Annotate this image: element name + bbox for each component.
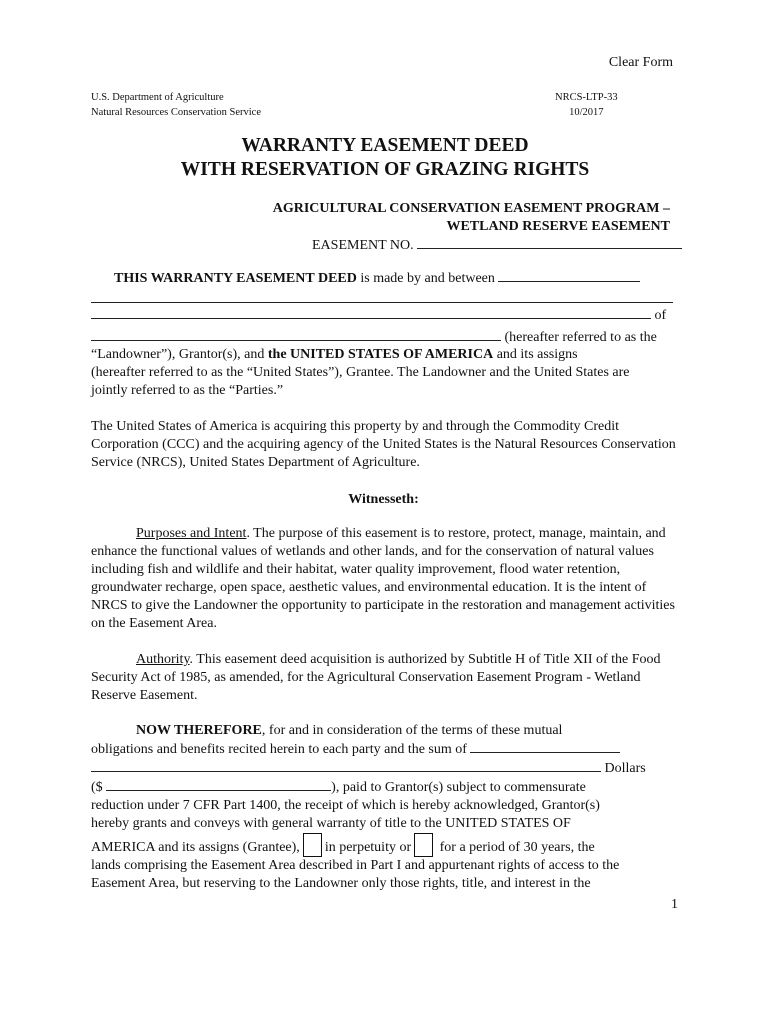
party-line-2[interactable] (91, 302, 673, 303)
document-title: WARRANTY EASEMENT DEED WITH RESERVATION OF GRAZING RIGHTS (180, 135, 590, 180)
form-id: NRCS-LTP-33 (555, 92, 618, 103)
authority-paragraph: Authority. This easement deed acquisition is authorized by Subtitle H of Title XII of the Food Security Act of 1985, as amended, for the Agricultural Conservation Easement Program - Wetland Reserve Easement. (91, 652, 661, 703)
easement-number-label: EASEMENT NO. (312, 238, 414, 253)
form-id-header (555, 90, 618, 120)
purposes-paragraph: Purposes and Intent. The purpose of this easement is to restore, protect, manage, maintain, and enhance the functional values of wetlands and other lands, and for the conservation of natural values including fish and wildlife and their habitat, water quality improvement, flood water retention, groundwater recharge, open space, aesthetic values, and environmental education. It is the intent of NRCS to give the Landowner the opportunity to participate in the restoration and management activities on the Easement Area. (91, 526, 675, 631)
form-date: 10/2017 (569, 107, 604, 118)
now-therefore-paragraph: NOW THEREFORE, for and in consideration of the terms of these mutual obligations and benefits recited herein to each party and the sum of Dollars ($ ), paid to Grantor(s) subject to commensurate reduction under 7 CFR Part 1400, the receipt of which is hereby acknowledged, Grantor(s) hereby grants and conveys with general warranty of title to the UNITED STATES OF AMERICA and its assigns (Grantee), in perpetuity or for a period of 30 years, the lands comprising the Easement Area described in Part I and appurtenant rights of access to the Easement Area, but reserving to the Landowner only those rights, title, and interest in the (91, 723, 646, 891)
agency-name: U.S. Department of Agriculture (91, 92, 224, 103)
easement-number-row (312, 236, 682, 254)
clear-form-button[interactable]: Clear Form (608, 55, 673, 70)
page-number: 1 (671, 897, 678, 912)
deed-intro-rest: “Landowner”), Grantor(s), and the UNITED STATES OF AMERICA and its assigns (hereafter referred to as the “United States”), Grantee. The Landowner and the United States are jointly referred to as the “Parties.” (91, 347, 630, 398)
service-name: Natural Resources Conservation Service (91, 107, 261, 118)
sum-words-field-2[interactable] (91, 759, 601, 772)
agency-header (91, 90, 261, 120)
authority-heading: Authority (136, 652, 190, 667)
sum-amount-field[interactable] (106, 778, 331, 791)
easement-number-field[interactable] (417, 236, 682, 249)
party-line-4[interactable] (91, 328, 501, 341)
party-line-3[interactable] (91, 306, 651, 319)
sum-words-field[interactable] (470, 740, 620, 753)
purposes-heading: Purposes and Intent (136, 526, 247, 541)
perpetuity-checkbox[interactable] (303, 833, 322, 857)
witnesseth-heading: Witnesseth: (348, 492, 419, 507)
acquiring-paragraph: The United States of America is acquiring this property by and through the Commodity Credit Corporation (CCC) and the acquiring agency of the United States is the Natural Resources Conservation Service (NRCS), United States Department of Agriculture. (91, 419, 676, 470)
deed-intro: THIS WARRANTY EASEMENT DEED is made by and between (91, 269, 676, 288)
party-name-field[interactable] (498, 269, 640, 282)
deed-lead: THIS WARRANTY EASEMENT DEED (114, 271, 357, 286)
thirty-year-checkbox[interactable] (414, 833, 433, 857)
program-heading: AGRICULTURAL CONSERVATION EASEMENT PROGRAM – WETLAND RESERVE EASEMENT (272, 201, 670, 234)
